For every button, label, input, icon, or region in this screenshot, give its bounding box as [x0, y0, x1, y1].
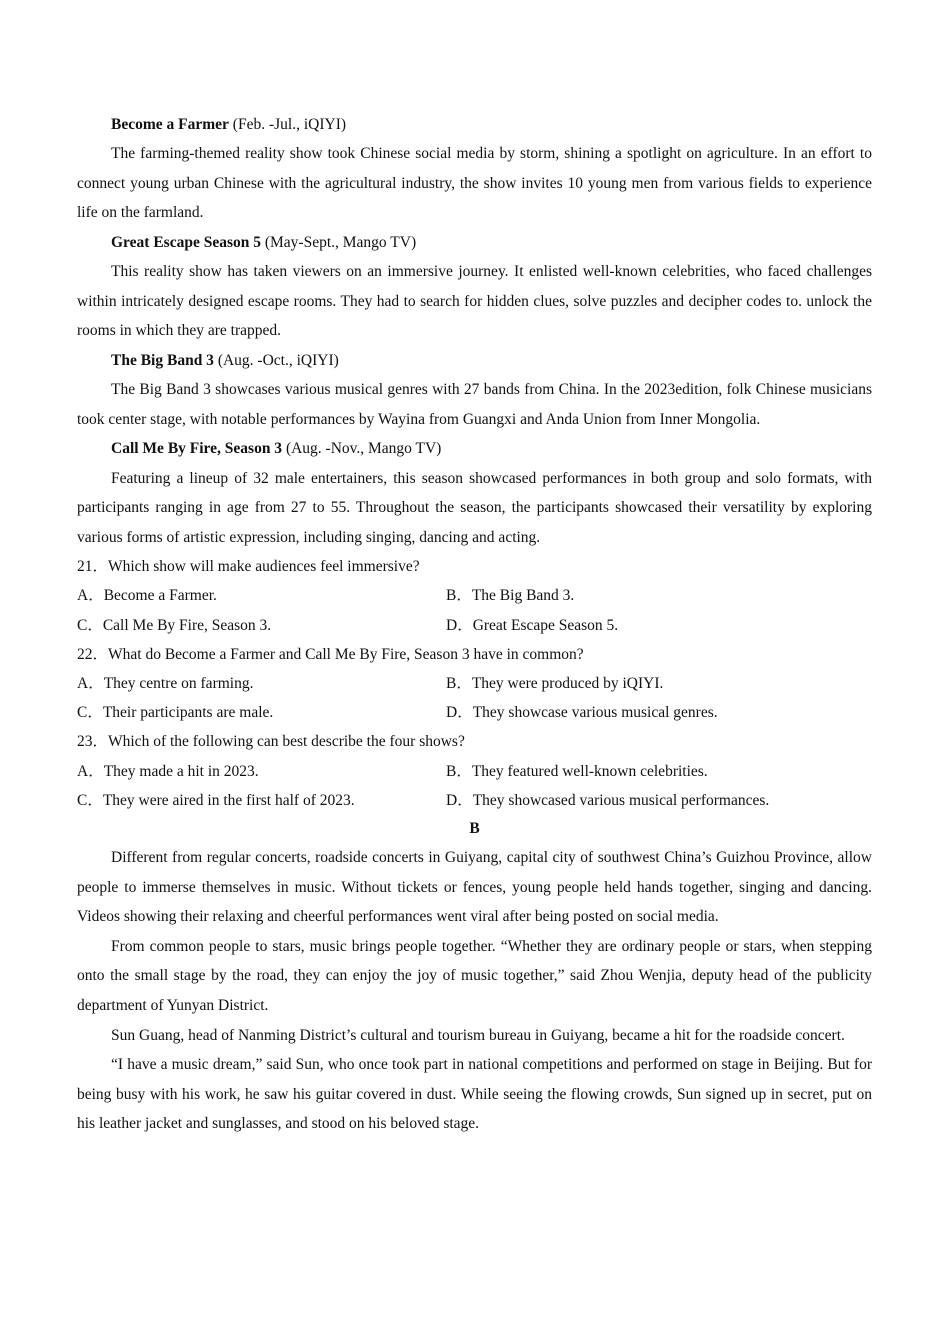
show-name: The Big Band 3: [111, 351, 214, 369]
show-info: (Aug. -Oct., iQIYI): [213, 351, 339, 369]
option-row: [77, 786, 872, 815]
show-title: [77, 434, 872, 463]
option-c: C．Their participants are male.: [77, 704, 274, 722]
option-row: [77, 698, 872, 727]
show-description: The Big Band 3 showcases various musical genres with 27 bands from China. In the 2023edition, folk Chinese musicians took center stage, with notable performances by Wayina from Guangxi and Anda Union from Inner Mongolia.: [77, 381, 872, 428]
option-d: D．Great Escape Season 5.: [446, 616, 619, 634]
show-title: [77, 346, 872, 375]
option-c: C．Call Me By Fire, Season 3.: [77, 616, 272, 634]
option-c: C．They were aired in the first half of 2023.: [77, 791, 355, 809]
option-d: D．They showcased various musical performances.: [446, 791, 770, 809]
option-row: [77, 757, 872, 786]
show-title: [77, 228, 872, 257]
show-description: Featuring a lineup of 32 male entertainers, this season showcased performances in both group and solo formats, with participants ranging in age from 27 to 55. Throughout the season, the participants showcased their versatility by exploring various forms of artistic expression, including singing, dancing and acting.: [77, 469, 872, 546]
show-description: The farming-themed reality show took Chinese social media by storm, shining a spotlight on agriculture. In an effort to connect young urban Chinese with the agricultural industry, the show invites 10 young men from various fields to experience life on the farmland.: [77, 145, 872, 222]
document-page: [77, 110, 872, 1139]
show-name: Become a Farmer: [111, 116, 229, 133]
option-row: [77, 611, 872, 640]
show-name: Call Me By Fire, Season 3: [111, 440, 283, 458]
option-row: [77, 669, 872, 698]
option-b: B．They featured well-known celebrities.: [446, 762, 708, 780]
option-a: A．They made a hit in 2023.: [77, 762, 259, 780]
show-info: (Aug. -Nov., Mango TV): [282, 440, 442, 458]
show-title: [77, 110, 872, 139]
show-name: Great Escape Season 5: [111, 233, 261, 251]
passage-paragraph: From common people to stars, music brings people together. “Whether they are ordinary people or stars, when stepping onto the small stage by the road, they can enjoy the joy of music together,” said Zhou Wenjia, deputy head of the publicity department of Yunyan District.: [77, 937, 872, 1014]
show-info: (May-Sept., Mango TV): [260, 233, 417, 251]
option-row: [77, 581, 872, 610]
option-a: A．They centre on farming.: [77, 675, 254, 693]
question-stem: 23．Which of the following can best describe the four shows?: [77, 733, 465, 751]
option-d: D．They showcase various musical genres.: [446, 704, 718, 722]
option-b: B．They were produced by iQIYI.: [446, 675, 664, 693]
question-stem: 21．Which show will make audiences feel immersive?: [77, 558, 420, 576]
passage-paragraph: Sun Guang, head of Nanming District’s cultural and tourism bureau in Guiyang, became a hit for the roadside concert.: [111, 1026, 845, 1044]
option-a: A．Become a Farmer.: [77, 587, 217, 605]
show-info: (Feb. -Jul., iQIYI): [228, 116, 347, 133]
section-heading: B: [469, 819, 480, 837]
passage-paragraph: “I have a music dream,” said Sun, who once took part in national competitions and performed on stage in Beijing. But for being busy with his work, he saw his guitar covered in dust. While seeing the flowing crowds, Sun signed up in secret, put on his leather jacket and sunglasses, and stood on his beloved stage.: [77, 1056, 872, 1133]
passage-paragraph: Different from regular concerts, roadside concerts in Guiyang, capital city of southwest China’s Guizhou Province, allow people to immerse themselves in music. Without tickets or fences, young people held hands together, singing and dancing. Videos showing their relaxing and cheerful performances went viral after being posted on social media.: [77, 848, 872, 926]
option-b: B．The Big Band 3.: [446, 587, 575, 605]
question-stem: 22．What do Become a Farmer and Call Me By Fire, Season 3 have in common?: [77, 645, 584, 663]
show-description: This reality show has taken viewers on an immersive journey. It enlisted well-known celebrities, who faced challenges within intricately designed escape rooms. They had to search for hidden clues, solve puzzles and decipher codes to. unlock the rooms in which they are trapped.: [77, 263, 872, 340]
